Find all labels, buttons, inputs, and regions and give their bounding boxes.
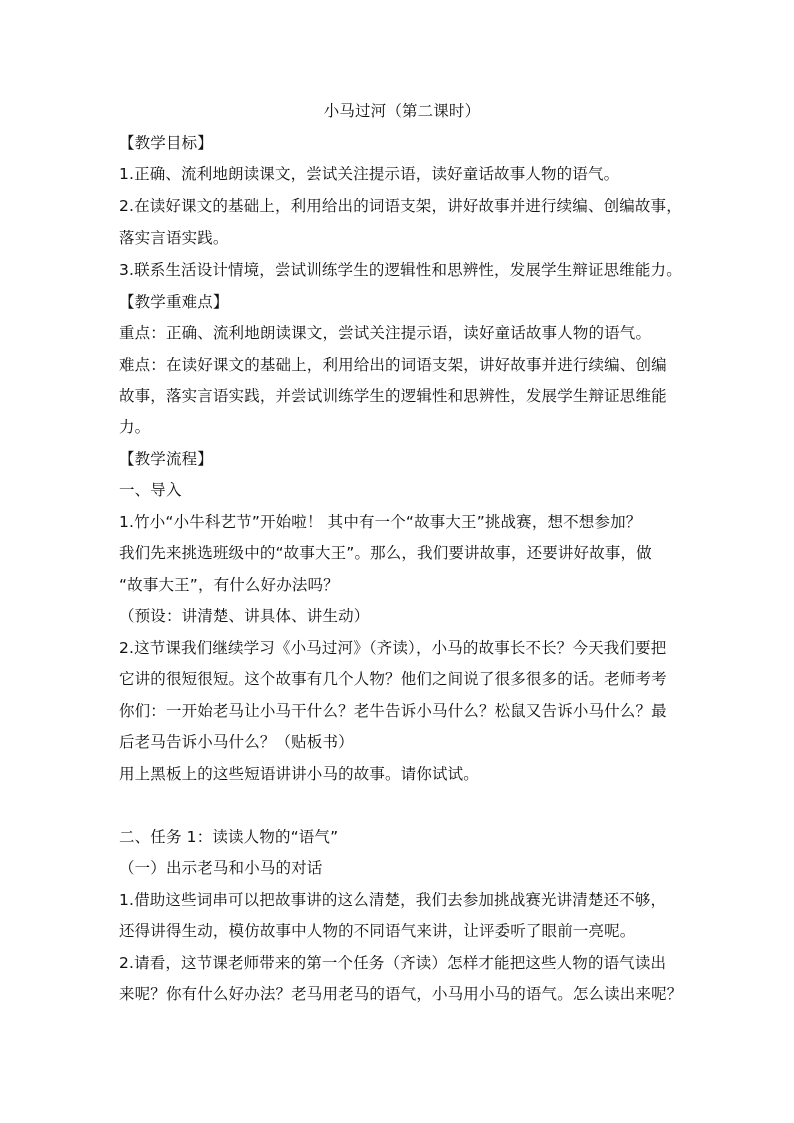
paragraph-line: 后老马告诉小马什么？（贴板书）: [119, 733, 354, 751]
heading-teaching-goals: 【教学目标】: [119, 134, 213, 152]
section-heading-intro: 一、导入: [119, 481, 182, 499]
paragraph-line: 你们：一开始老马让小马干什么？老牛告诉小马什么？松鼠又告诉小马什么？最: [119, 702, 667, 720]
paragraph-line: 用上黑板上的这些短语讲讲小马的故事。请你试试。: [119, 765, 479, 783]
paragraph-line: 3.联系生活设计情境，尝试训练学生的逻辑性和思辨性，发展学生辩证思维能力。: [119, 261, 682, 279]
document-title: 小马过河（第二课时）: [323, 102, 481, 120]
heading-key-points: 【教学重难点】: [119, 293, 229, 311]
paragraph-line: 落实言语实践。: [119, 229, 229, 247]
paragraph-line: 故事，落实言语实践，并尝试训练学生的逻辑性和思辨性，发展学生辩证思维能: [119, 387, 667, 405]
paragraph-line: 2.在读好课文的基础上，利用给出的词语支架，讲好故事并进行续编、创编故事，: [119, 197, 682, 215]
paragraph-line: 来呢？你有什么好办法？老马用老马的语气，小马用小马的语气。怎么读出来呢？: [119, 985, 683, 1003]
paragraph-line: 重点：正确、流利地朗读课文，尝试关注提示语，读好童话故事人物的语气。: [119, 324, 652, 342]
paragraph-line: 力。: [119, 418, 151, 436]
subsection-heading: （一）出示老马和小马的对话: [119, 859, 323, 877]
paragraph-line: 难点：在读好课文的基础上，利用给出的词语支架，讲好故事并进行续编、创编: [119, 356, 667, 374]
paragraph-line: 它讲的很短很短。这个故事有几个人物？他们之间说了很多很多的话。老师考考: [119, 670, 667, 688]
paragraph-line: （预设：讲清楚、讲具体、讲生动）: [119, 607, 370, 625]
paragraph-line: 1.竹小“小牛科艺节”开始啦！ 其中有一个“故事大王”挑战赛，想不想参加？: [119, 513, 642, 531]
paragraph-line: 2.请看，这节课老师带来的第一个任务（齐读）怎样才能把这些人物的语气读出: [119, 954, 667, 972]
paragraph-line: 1.借助这些词串可以把故事讲的这么清楚，我们去参加挑战赛光讲清楚还不够，: [119, 891, 667, 909]
paragraph-line: 我们先来挑选班级中的“故事大王”。那么，我们要讲故事，还要讲好故事，做: [119, 544, 652, 562]
paragraph-line: 1.正确、流利地朗读课文，尝试关注提示语，读好童话故事人物的语气。: [119, 165, 620, 183]
paragraph-line: 2.这节课我们继续学习《小马过河》（齐读），小马的故事长不长？今天我们要把: [119, 639, 667, 657]
paragraph-line: “故事大王”，有什么好办法吗？: [119, 576, 339, 594]
section-heading-task-1: 二、任务 1：读读人物的“语气”: [119, 828, 339, 846]
paragraph-line: 还得讲得生动，模仿故事中人物的不同语气来讲，让评委听了眼前一亮呢。: [119, 922, 636, 940]
heading-teaching-process: 【教学流程】: [119, 450, 213, 468]
